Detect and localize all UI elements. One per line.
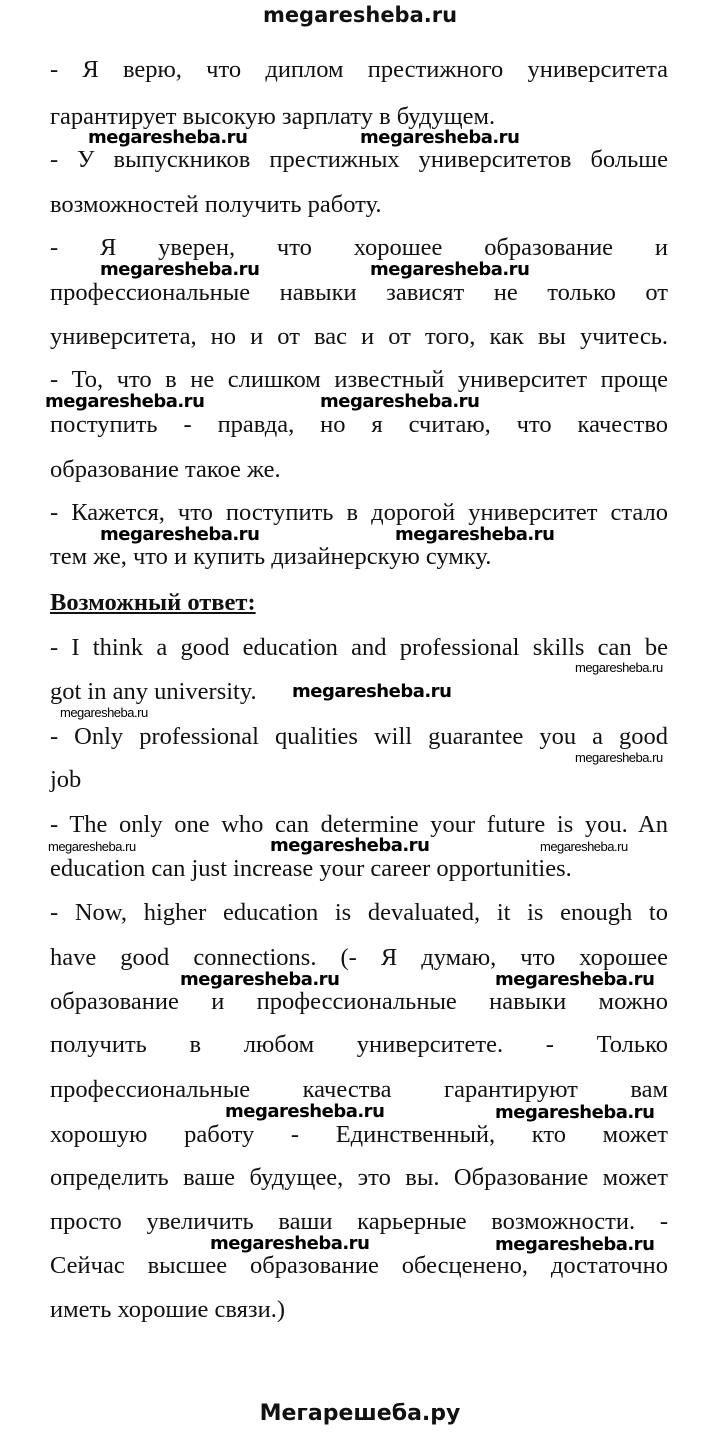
- watermark: megaresheba.ru: [45, 391, 205, 412]
- watermark-small: megaresheba.ru: [540, 839, 628, 854]
- answer-heading: Возможный ответ:: [50, 589, 256, 616]
- watermark: megaresheba.ru: [100, 524, 260, 545]
- text-line: профессиональные навыки зависят не только от: [50, 279, 668, 306]
- text-line: - Я уверен, что хорошее образование и: [50, 234, 668, 261]
- watermark: megaresheba.ru: [292, 681, 452, 702]
- text-line: университета, но и от вас и от того, как вы учитесь.: [50, 323, 668, 350]
- text-line: тем же, что и купить дизайнерскую сумку.: [50, 543, 492, 570]
- text-line: определить ваше будущее, это вы. Образование может: [50, 1164, 668, 1191]
- text-line: гарантирует высокую зарплату в будущем.: [50, 103, 496, 130]
- text-line: got in any university.: [50, 678, 257, 705]
- text-line: - То, что в не слишком известный университет проще: [50, 366, 668, 393]
- text-line: - Кажется, что поступить в дорогой университет стало: [50, 499, 668, 526]
- text-line: профессиональные качества гарантируют вам: [50, 1076, 668, 1103]
- site-footer: Мегарешеба.ру: [259, 1401, 461, 1426]
- watermark: megaresheba.ru: [320, 391, 480, 412]
- text-line: - Я верю, что диплом престижного университета: [50, 56, 668, 83]
- text-line: - У выпускников престижных университетов больше: [50, 146, 668, 173]
- text-line: - I think a good education and professional skills can be: [50, 634, 668, 661]
- text-line: образование такое же.: [50, 456, 281, 483]
- watermark: megaresheba.ru: [495, 1234, 655, 1255]
- watermark-small: megaresheba.ru: [575, 660, 663, 675]
- text-line: have good connections. (- Я думаю, что хорошее: [50, 944, 668, 971]
- watermark-small: megaresheba.ru: [48, 839, 136, 854]
- text-line: получить в любом университете. - Только: [50, 1031, 668, 1058]
- text-line: возможностей получить работу.: [50, 191, 382, 218]
- text-line: job: [50, 766, 82, 793]
- site-header: megaresheba.ru: [262, 3, 458, 27]
- watermark-small: megaresheba.ru: [60, 705, 148, 720]
- text-line: иметь хорошие связи.): [50, 1296, 285, 1323]
- text-line: - The only one who can determine your future is you. An: [50, 811, 668, 838]
- text-line: education can just increase your career opportunities.: [50, 855, 572, 882]
- watermark: megaresheba.ru: [225, 1101, 385, 1122]
- text-line: поступить - правда, но я считаю, что качество: [50, 411, 668, 438]
- watermark-small: megaresheba.ru: [575, 750, 663, 765]
- text-line: просто увеличить ваши карьерные возможности. -: [50, 1208, 668, 1235]
- watermark: megaresheba.ru: [270, 835, 430, 856]
- text-line: хорошую работу - Единственный, кто может: [50, 1121, 668, 1148]
- text-line: Сейчас высшее образование обесценено, достаточно: [50, 1252, 668, 1279]
- watermark: megaresheba.ru: [495, 1102, 655, 1123]
- watermark: megaresheba.ru: [370, 259, 530, 280]
- text-line: - Now, higher education is devaluated, it is enough to: [50, 899, 668, 926]
- text-line: образование и профессиональные навыки можно: [50, 988, 668, 1015]
- text-line: - Only professional qualities will guarantee you a good: [50, 723, 668, 750]
- watermark: megaresheba.ru: [88, 127, 248, 148]
- watermark: megaresheba.ru: [495, 969, 655, 990]
- watermark: megaresheba.ru: [180, 969, 340, 990]
- watermark: megaresheba.ru: [360, 127, 520, 148]
- watermark: megaresheba.ru: [210, 1233, 370, 1254]
- watermark: megaresheba.ru: [395, 524, 555, 545]
- watermark: megaresheba.ru: [100, 259, 260, 280]
